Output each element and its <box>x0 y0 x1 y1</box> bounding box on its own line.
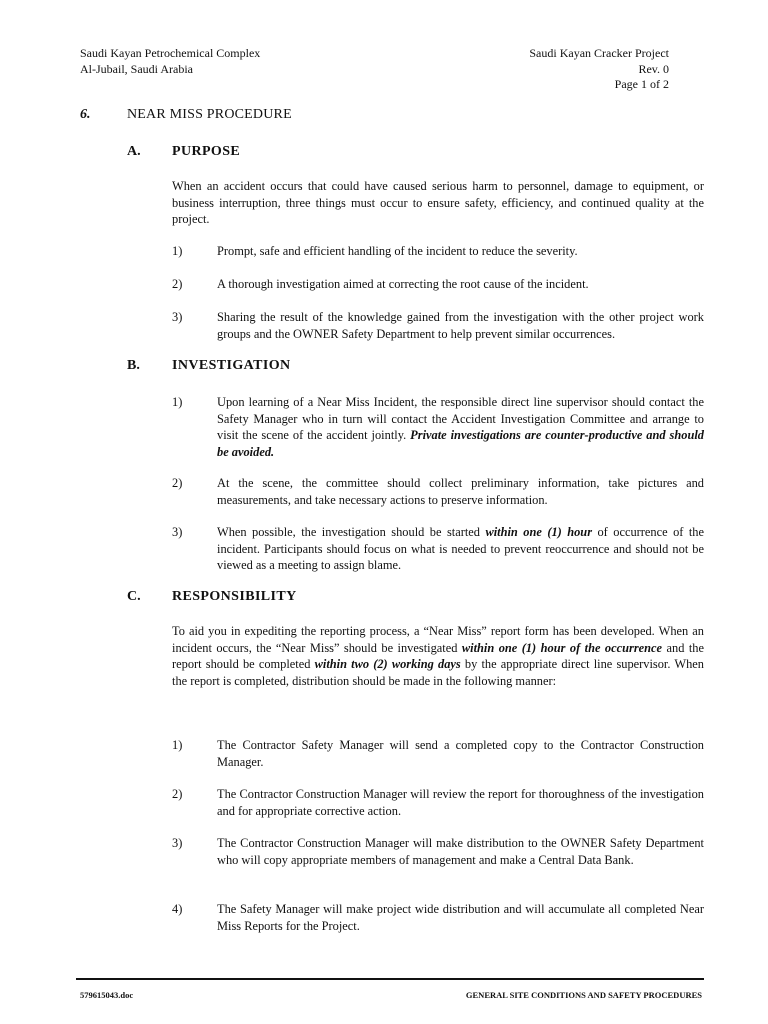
purpose-item-number: 1) <box>172 244 183 258</box>
investigation-item-text: At the scene, the committee should collect preliminary information, take pictures and measurements, and take necessary actions to preserve information. <box>217 476 704 507</box>
purpose-item-text: Prompt, safe and efficient handling of the incident to reduce the severity. <box>217 244 578 258</box>
purpose-item-number: 2) <box>172 277 183 291</box>
responsibility-intro: To aid you in expediting the reporting process, a “Near Miss” report form has been developed. When an incident occurs, the “Near Miss” should be investigated within one (1) hour of the occurrence and the report should be completed within two (2) working days by the appropriate direct line supervisor. When the report is completed, distribution should be made in the following manner: <box>172 624 705 688</box>
emphasis-text: within one (1) hour <box>485 525 593 539</box>
investigation-letter: B. <box>127 358 140 373</box>
investigation-item-number: 2) <box>172 476 183 490</box>
responsibility-item-text: The Safety Manager will make project wide distribution and will accumulate all completed Near Miss Reports for the Project. <box>217 902 704 933</box>
responsibility-item-text: The Contractor Construction Manager will make distribution to the OWNER Safety Department who will copy appropriate members of management and make a Central Data Bank. <box>217 836 704 867</box>
emphasis-text: Private investigations are counter-productive and should be avoided. <box>217 428 704 459</box>
header-left <box>80 46 260 77</box>
footer-filename: 579615043.doc <box>80 990 134 1000</box>
header-location: Al-Jubail, Saudi Arabia <box>80 61 193 76</box>
investigation-item-number: 1) <box>172 395 183 409</box>
investigation-item-number: 3) <box>172 525 183 539</box>
header-company: Saudi Kayan Petrochemical Complex <box>80 46 261 60</box>
emphasis-text: within two (2) working days <box>314 657 461 671</box>
responsibility-item-number: 1) <box>172 738 183 752</box>
header-right <box>529 46 669 93</box>
investigation-item-text: When possible, the investigation should be started within one (1) hour of occurrence of the incident. Participants should focus on what is needed to prevent reoccurrence and should not be viewed as a meeting to assign blame. <box>217 525 704 572</box>
header-revision: Rev. 0 <box>638 61 669 76</box>
responsibility-item-text: The Contractor Safety Manager will send a completed copy to the Contractor Construction Manager. <box>217 738 704 769</box>
header-page-number: Page 1 of 2 <box>614 77 669 91</box>
purpose-item-text: Sharing the result of the knowledge gained from the investigation with the other project work groups and the OWNER Safety Department to help prevent similar occurrences. <box>217 310 704 341</box>
purpose-item-number: 3) <box>172 310 183 324</box>
footer-document-title: GENERAL SITE CONDITIONS AND SAFETY PROCEDURES <box>465 990 702 1000</box>
responsibility-letter: C. <box>127 589 141 604</box>
footer-divider <box>76 978 704 980</box>
investigation-item-text: Upon learning of a Near Miss Incident, the responsible direct line supervisor should contact the Safety Manager who in turn will contact the Accident Investigation Committee and arrange to visit the scene of the accident jointly. Private investigations are counter-productive and should be avoided. <box>217 395 704 459</box>
responsibility-item-number: 4) <box>172 902 183 916</box>
responsibility-heading: RESPONSIBILITY <box>172 589 297 604</box>
header-project: Saudi Kayan Cracker Project <box>529 46 669 60</box>
purpose-letter: A. <box>127 144 141 159</box>
emphasis-text: within one (1) hour of the occurrence <box>461 640 663 655</box>
investigation-heading: INVESTIGATION <box>172 358 291 373</box>
section-title: NEAR MISS PROCEDURE <box>127 107 292 122</box>
responsibility-item-text: The Contractor Construction Manager will review the report for thoroughness of the investigation and for appropriate corrective action. <box>217 787 704 818</box>
purpose-intro: When an accident occurs that could have caused serious harm to personnel, damage to equipment, or business interruption, three things must occur to ensure safety, efficiency, and continued quality at the project. <box>172 179 704 226</box>
purpose-item-text: A thorough investigation aimed at correcting the root cause of the incident. <box>217 277 589 291</box>
responsibility-item-number: 3) <box>172 836 183 850</box>
section-number: 6. <box>80 107 91 122</box>
purpose-heading: PURPOSE <box>172 144 241 159</box>
responsibility-item-number: 2) <box>172 787 183 801</box>
